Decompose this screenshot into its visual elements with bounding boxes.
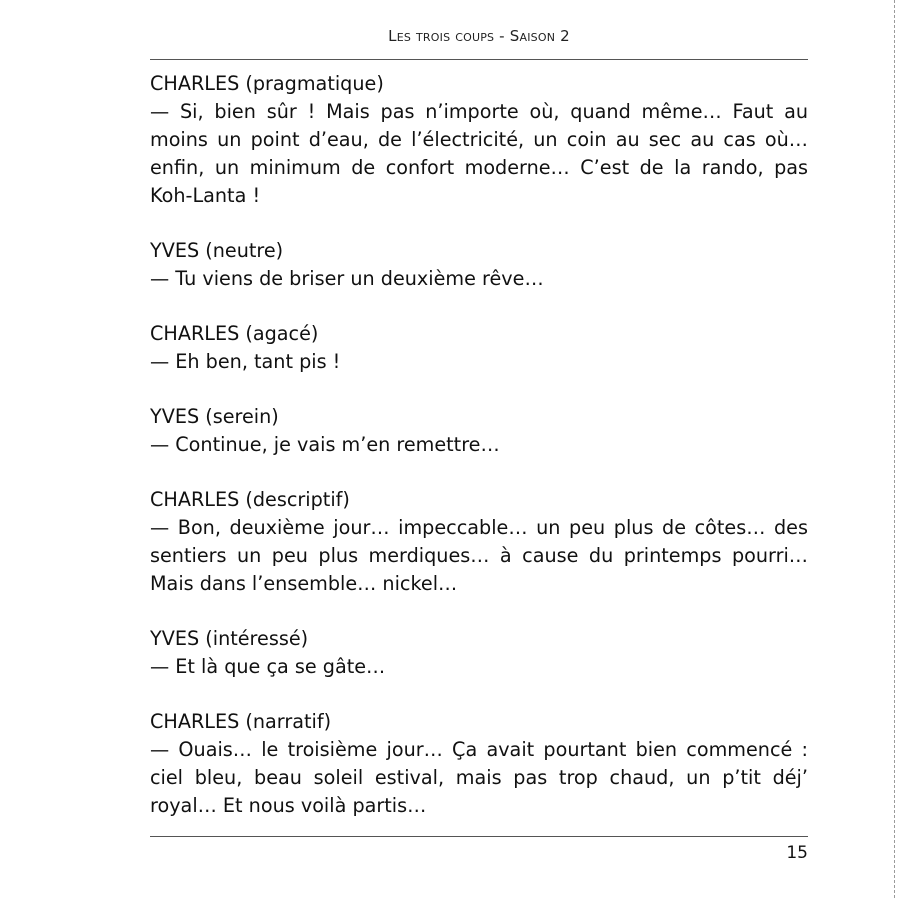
speaker-cue: YVES (neutre): [150, 239, 284, 262]
dialogue-block: [150, 708, 808, 820]
header-title: Les trois coups - Saison 2: [388, 27, 570, 45]
running-header: [150, 26, 808, 56]
dialogue-line: — Et là que ça se gâte…: [150, 655, 386, 678]
dialogue-line: — Ouais… le troisième jour… Ça avait pourtant bien commencé : ciel bleu, beau soleil estival, mais pas trop chaud, un p’tit déj’ royal… Et nous voilà partis…: [150, 738, 808, 817]
dialogue-line: — Tu viens de briser un deuxième rêve…: [150, 267, 544, 290]
dialogue-line: — Si, bien sûr ! Mais pas n’importe où, quand même… Faut au moins un point d’eau, de l’électricité, un coin au sec au cas où… enfin, un minimum de confort moderne… C’est de la rando, pas Koh-Lanta !: [150, 100, 808, 207]
speaker-cue: CHARLES (agacé): [150, 322, 319, 345]
dialogue-block: [150, 403, 808, 459]
speaker-cue: YVES (intéressé): [150, 627, 309, 650]
speaker-cue: CHARLES (pragmatique): [150, 72, 384, 95]
dialogue-line: — Continue, je vais m’en remettre…: [150, 433, 500, 456]
dialogue-block: [150, 320, 808, 376]
speaker-cue: YVES (serein): [150, 405, 279, 428]
speaker-cue: CHARLES (descriptif): [150, 488, 350, 511]
dialogue-block: [150, 625, 808, 681]
dialogue-block: [150, 237, 808, 293]
speaker-cue: CHARLES (narratif): [150, 710, 332, 733]
page-number: 15: [786, 843, 808, 863]
dialogue-line: — Eh ben, tant pis !: [150, 350, 341, 373]
play-text: [150, 70, 808, 847]
page-edge-dashed-line: [894, 0, 895, 898]
footer-rule: [150, 836, 808, 837]
dialogue-line: — Bon, deuxième jour… impeccable… un peu plus de côtes… des sentiers un peu plus merdiques… à cause du printemps pourri… Mais dans l’ensemble… nickel…: [150, 516, 808, 595]
dialogue-block: [150, 70, 808, 210]
dialogue-block: [150, 486, 808, 598]
header-rule: [150, 59, 808, 60]
